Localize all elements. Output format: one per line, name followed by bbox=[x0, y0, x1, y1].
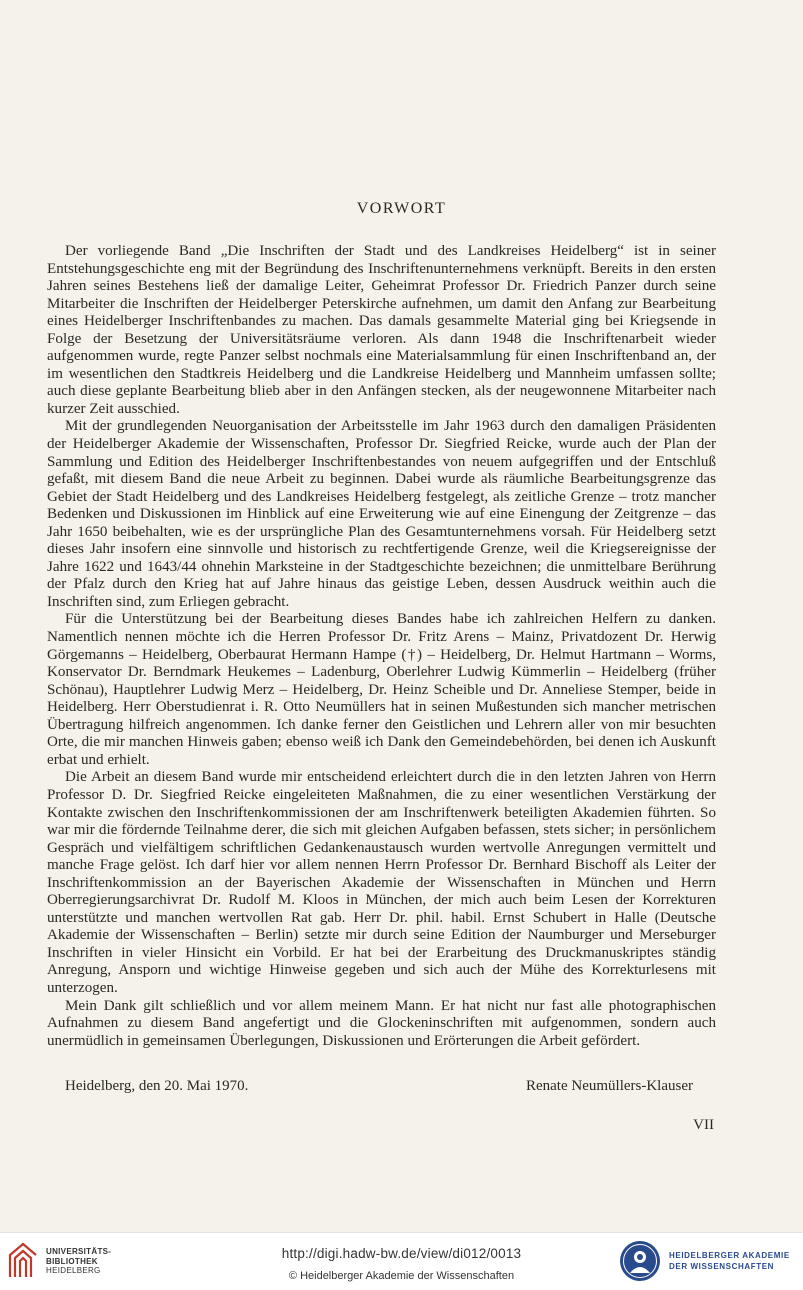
place-date: Heidelberg, den 20. Mai 1970. bbox=[65, 1078, 249, 1094]
paragraph: Die Arbeit an diesem Band wurde mir entscheidend erleichtert durch die in den letzten Jahren von Herrn Professor D. Dr. Siegfried Reicke eingeleiteten Maßnahmen, die zu einer wesentlichen Verstärkung der Kontakte zwischen den Inschriftenkommissionen der am Inschriftenwerk beteiligten Akademien führten. So war mir die fördernde Teilnahme derer, die sich mit gleichen Aufgaben befassen, stets sicher; in persönlichem Gespräch und vielfältigem schriftlichen Gedankenaustausch wurden wertvolle Anregungen vermittelt und manche Frage gelöst. Ich darf hier vor allem nennen Herrn Professor Dr. Bernhard Bischoff als Leiter der Inschriftenkommission an der Bayerischen Akademie der Wissenschaften in München und Herrn Oberregierungsarchivrat Dr. Rudolf M. Kloos in München, der mich auch beim Lesen der Korrekturen unterstützte und manchen wertvollen Rat gab. Herr Dr. phil. habil. Ernst Schubert in Halle (Deutsche Akademie der Wissenschaften – Berlin) setzte mir durch seine Edition der Naumburger und Merseburger Inschriften in vieler Hinsicht ein Vorbild. Er hat bei der Erarbeitung des Druckmanuskriptes ständig Anregung, Ansporn und wichtige Hinweise gegeben und sich auch der Mühe des Korrekturlesens mit unterzogen. bbox=[47, 769, 716, 996]
academy-label bbox=[669, 1250, 790, 1272]
copyright-notice: © Heidelberger Akademie der Wissenschaften bbox=[288, 1270, 515, 1282]
academy-line-2: DER WISSENSCHAFTEN bbox=[669, 1262, 775, 1271]
ub-line-1: UNIVERSITÄTS- bbox=[46, 1247, 112, 1256]
document-url-link[interactable]: http://digi.hadw-bw.de/view/di012/0013 bbox=[281, 1246, 522, 1261]
author-signature: Renate Neumüllers-Klauser bbox=[525, 1078, 693, 1094]
page-number: VII bbox=[693, 1117, 714, 1133]
paragraph: Für die Unterstützung bei der Bearbeitung dieses Bandes habe ich zahlreichen Helfern zu danken. Namentlich nennen möchte ich die Herren Professor Dr. Fritz Arens – Mainz, Privatdozent Dr. Herwig Görgemanns – Heidelberg, Oberbaurat Hermann Hampe (†) – Heidelberg, Dr. Helmut Hartmann – Worms, Konservator Dr. Berndmark Heukemes – Ladenburg, Oberlehrer Ludwig Kümmerlin – Heidelberg (früher Schönau), Hauptlehrer Ludwig Merz – Heidelberg, Dr. Heinz Scheible und Dr. Anneliese Stemper, beide in Heidelberg. Herr Oberstudienrat i. R. Otto Neumüllers hat in seinen Mußestunden sich mancher metrischen Übertragung hilfreich angenommen. Ich danke ferner den Geistlichen und Lehrern aller von mir besuchten Orte, die mir manchen Hinweis gaben; ebenso weiß ich Dank den Gemeindebehörden, bei denen ich Auskunft erbat und erhielt. bbox=[47, 611, 716, 768]
academy-line-1: HEIDELBERGER AKADEMIE bbox=[669, 1251, 790, 1260]
footer-bar bbox=[0, 1232, 803, 1290]
ub-line-3: HEIDELBERG bbox=[46, 1266, 101, 1275]
page-title: VORWORT bbox=[356, 200, 447, 217]
preface-body bbox=[47, 243, 716, 1050]
paragraph: Der vorliegende Band „Die Inschriften der Stadt und des Landkreises Heidelberg“ ist in seiner Entstehungsgeschichte eng mit der Begründung des Inschriftenunternehmens verknüpft. Bereits in den ersten Jahren seines Bestehens ließ der damalige Leiter, Geheimrat Professor Dr. Friedrich Panzer durch seine Mitarbeiter die Inschriften der Heidelberger Peterskirche aufnehmen, um damit den Anfang zur Bearbeitung eines Heidelberger Inschriftenbandes zu machen. Das damals gesammelte Material ging bei Kriegsende in Folge der Besetzung der Universitätsräume verloren. Als dann 1948 die Inschriftenarbeit wieder aufgenommen wurde, regte Panzer selbst nochmals eine Materialsammlung für einen Inschriftenband an, der im wesentlichen den Stadtkreis Heidelberg und die Landkreise Heidelberg und Mannheim umfassen sollte; auch diese geplante Bearbeitung blieb aber in den Anfängen stecken, als der neugewonnene Mitarbeiter nach kurzer Zeit ausschied. bbox=[47, 243, 716, 417]
paragraph: Mein Dank gilt schließlich und vor allem meinem Mann. Er hat nicht nur fast alle photographischen Aufnahmen zu diesem Band angefertigt und die Glockeninschriften mit aufgenommen, sondern auch unermüdlich in gemeinsamen Überlegungen, Diskussionen und Erörterungen die Arbeit gefördert. bbox=[47, 997, 716, 1049]
academy-seal-icon[interactable] bbox=[618, 1239, 662, 1283]
ub-line-2: BIBLIOTHEK bbox=[46, 1256, 98, 1266]
paragraph: Mit der grundlegenden Neuorganisation der Arbeitsstelle im Jahr 1963 durch den damaligen Präsidenten der Heidelberger Akademie der Wissenschaften, Professor Dr. Siegfried Reicke, wurde auch der Plan der Sammlung und Edition des Heidelberger Inschriftenbestandes von neuem aufgegriffen und der Entschluß gefaßt, mit diesem Band die neue Arbeit zu beginnen. Dabei wurde als räumliche Bearbeitungsgrenze das Gebiet der Stadt Heidelberg und des Landkreises Heidelberg festgelegt, als zeitliche Grenze – trotz mancher Bedenken und Diskussionen im Hinblick auf eine Erweiterung wie auf eine Einengung der Zeitgrenze – das Jahr 1650 beibehalten, wie es der ursprüngliche Plan des Gesamtunternehmens vorsah. Für Heidelberg setzt dieses Jahr insofern eine sinnvolle und historisch zu rechtfertigende Grenze, weil die Kriegsereignisse der Jahre 1622 und 1643/44 ohnehin Marksteine in der Stadtgeschichte bezeichnen; die unmittelbare Berührung der Pfalz durch den Krieg hat auf Jahre hinaus das geistige Leben, dessen Ausdruck weithin auch die Inschriften sind, zum Erliegen gebracht. bbox=[47, 418, 716, 610]
